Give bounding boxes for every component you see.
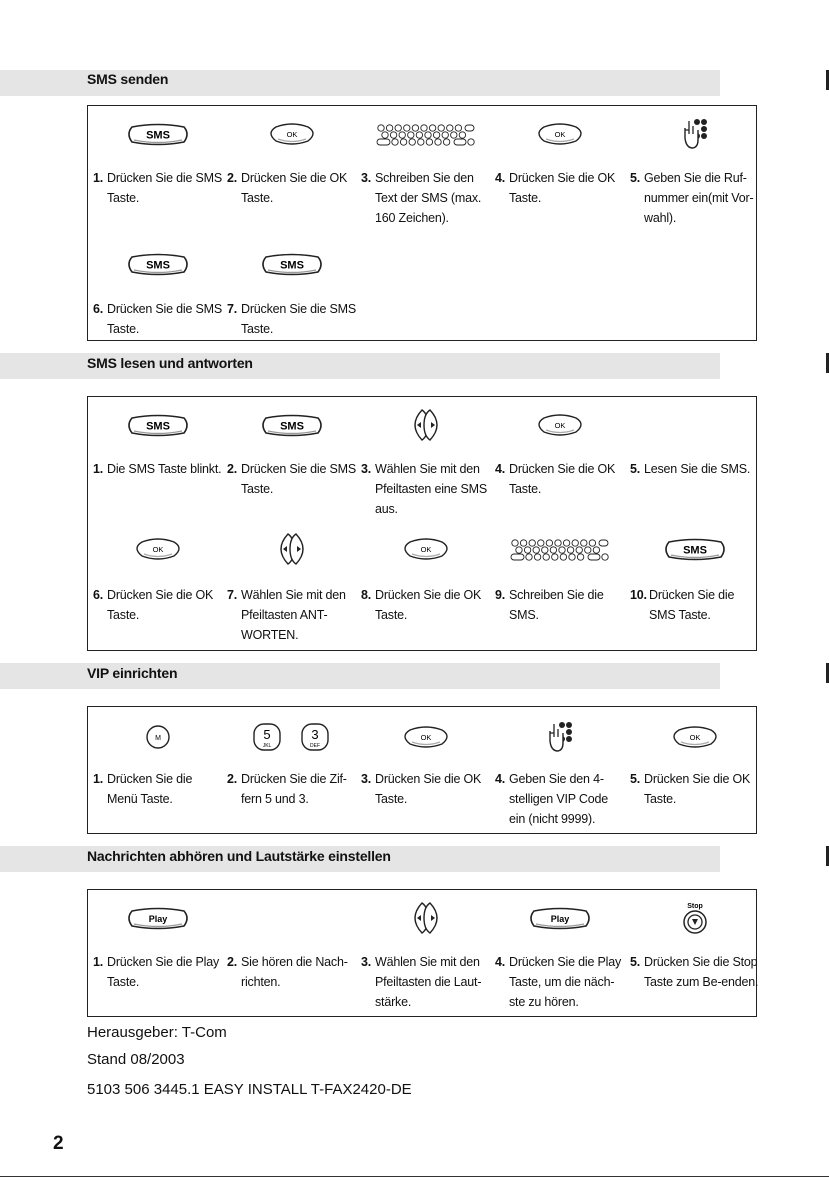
svg-text:5: 5 bbox=[263, 727, 271, 742]
sms-key-icon bbox=[93, 405, 223, 445]
svg-text:SMS: SMS bbox=[280, 420, 304, 432]
step-2-8 bbox=[361, 585, 493, 625]
step-3-4 bbox=[495, 769, 627, 829]
step-text: Drücken Sie die OK Taste. bbox=[509, 462, 616, 496]
step-text: Wählen Sie mit den Pfeiltasten eine SMS aus. bbox=[375, 462, 488, 516]
svg-text:OK: OK bbox=[286, 130, 298, 139]
page-number: 2 bbox=[53, 1133, 64, 1154]
section-title-3: VIP einrichten bbox=[87, 665, 178, 681]
step-number: 1. bbox=[93, 955, 104, 969]
step-text: Schreiben Sie den Text der SMS (max. 160 Zeichen). bbox=[375, 171, 482, 225]
step-number: 1. bbox=[93, 171, 104, 185]
step-number: 3. bbox=[361, 772, 372, 786]
ok-key-icon bbox=[495, 114, 625, 154]
section-title-2: SMS lesen und antworten bbox=[87, 355, 253, 371]
step-1-7 bbox=[227, 299, 359, 339]
arrow-keys-icon bbox=[361, 898, 491, 938]
svg-text:OK: OK bbox=[420, 733, 432, 742]
play-key-icon bbox=[495, 898, 625, 938]
step-number: 6. bbox=[93, 588, 104, 602]
ok-key-icon bbox=[630, 717, 760, 757]
step-2-6 bbox=[93, 585, 225, 625]
play-key-icon bbox=[93, 898, 223, 938]
step-text: Drücken Sie die OK Taste. bbox=[241, 171, 348, 205]
step-text: Drücken Sie die SMS Taste. bbox=[649, 588, 735, 622]
step-text: Drücken Sie die SMS Taste. bbox=[241, 302, 356, 336]
step-number: 5. bbox=[630, 772, 641, 786]
svg-text:Play: Play bbox=[148, 913, 168, 924]
step-text: Wählen Sie mit den Pfeiltasten die Laut-stärke. bbox=[375, 955, 482, 1009]
steps-box-1 bbox=[87, 105, 757, 341]
publisher-line: Herausgeber: T-Com bbox=[87, 1024, 227, 1041]
step-number: 8. bbox=[361, 588, 372, 602]
svg-text:3: 3 bbox=[311, 727, 319, 742]
step-text: Drücken Sie die OK Taste. bbox=[375, 772, 482, 806]
arrow-keys-icon bbox=[361, 405, 491, 445]
step-text: Drücken Sie die Play Taste, um die näch-ste zu hören. bbox=[509, 955, 622, 1009]
svg-text:OK: OK bbox=[152, 545, 164, 554]
section-title-1: SMS senden bbox=[87, 71, 169, 87]
sms-key-icon bbox=[630, 529, 760, 569]
step-number: 7. bbox=[227, 588, 238, 602]
step-3-1 bbox=[93, 769, 225, 809]
step-4-4 bbox=[495, 952, 627, 1012]
step-text: Drücken Sie die Play Taste. bbox=[107, 955, 220, 989]
svg-text:OK: OK bbox=[420, 545, 432, 554]
sms-key-icon bbox=[93, 244, 223, 284]
keyboard-icon bbox=[495, 529, 625, 569]
step-number: 2. bbox=[227, 462, 238, 476]
step-text: Drücken Sie die Menü Taste. bbox=[107, 772, 193, 806]
step-text: Drücken Sie die SMS Taste. bbox=[107, 302, 222, 336]
step-1-4 bbox=[495, 168, 627, 208]
step-3-3 bbox=[361, 769, 493, 809]
menu-key-icon bbox=[93, 717, 223, 757]
step-1-6 bbox=[93, 299, 225, 339]
svg-text:Play: Play bbox=[550, 913, 570, 924]
step-2-2 bbox=[227, 459, 359, 499]
step-number: 4. bbox=[495, 955, 506, 969]
step-number: 5. bbox=[630, 955, 641, 969]
step-text: Schreiben Sie die SMS. bbox=[509, 588, 604, 622]
steps-box-4 bbox=[87, 889, 757, 1017]
svg-text:SMS: SMS bbox=[146, 259, 170, 271]
step-2-9 bbox=[495, 585, 627, 625]
step-1-3 bbox=[361, 168, 493, 228]
digit-keys-icon bbox=[227, 717, 357, 757]
step-1-2 bbox=[227, 168, 359, 208]
step-number: 3. bbox=[361, 955, 372, 969]
step-text: Drücken Sie die Stop Taste zum Be-enden. bbox=[644, 955, 759, 989]
svg-text:JKL: JKL bbox=[262, 743, 272, 749]
step-1-1 bbox=[93, 168, 225, 208]
sms-key-icon bbox=[93, 114, 223, 154]
step-text: Wählen Sie mit den Pfeiltasten ANT-WORTEN. bbox=[241, 588, 346, 642]
steps-box-2 bbox=[87, 396, 757, 651]
step-number: 1. bbox=[93, 772, 104, 786]
ok-key-icon bbox=[495, 405, 625, 445]
step-4-3 bbox=[361, 952, 493, 1012]
ok-key-icon bbox=[361, 717, 491, 757]
step-3-5 bbox=[630, 769, 762, 809]
step-number: 3. bbox=[361, 171, 372, 185]
keypad-hand-icon bbox=[495, 717, 625, 757]
step-number: 6. bbox=[93, 302, 104, 316]
svg-text:DEF: DEF bbox=[310, 743, 320, 749]
step-text: Geben Sie den 4-stelligen VIP Code ein (nicht 9999). bbox=[509, 772, 609, 826]
step-text: Drücken Sie die SMS Taste. bbox=[241, 462, 356, 496]
step-number: 2. bbox=[227, 955, 238, 969]
step-text: Drücken Sie die SMS Taste. bbox=[107, 171, 222, 205]
step-number: 4. bbox=[495, 171, 506, 185]
step-text: Drücken Sie die OK Taste. bbox=[509, 171, 616, 205]
step-number: 9. bbox=[495, 588, 506, 602]
step-2-5 bbox=[630, 459, 762, 479]
step-number: 4. bbox=[495, 462, 506, 476]
section-title-4: Nachrichten abhören und Lautstärke einstellen bbox=[87, 848, 391, 864]
bottom-rule bbox=[0, 1176, 829, 1177]
svg-text:Stop: Stop bbox=[687, 903, 703, 910]
step-number: 3. bbox=[361, 462, 372, 476]
step-text: Geben Sie die Ruf-nummer ein(mit Vor-wahl). bbox=[644, 171, 754, 225]
document-id: 5103 506 3445.1 EASY INSTALL T-FAX2420-DE bbox=[87, 1081, 412, 1098]
step-number: 5. bbox=[630, 462, 641, 476]
sms-key-icon bbox=[227, 405, 357, 445]
svg-text:SMS: SMS bbox=[280, 259, 304, 271]
step-2-10 bbox=[630, 585, 762, 625]
ok-key-icon bbox=[361, 529, 491, 569]
step-3-2 bbox=[227, 769, 359, 809]
svg-text:OK: OK bbox=[554, 421, 566, 430]
step-1-5 bbox=[630, 168, 762, 228]
step-4-2 bbox=[227, 952, 359, 992]
step-2-3 bbox=[361, 459, 493, 519]
step-2-7 bbox=[227, 585, 359, 645]
svg-text:M: M bbox=[155, 735, 161, 742]
svg-text:OK: OK bbox=[689, 733, 701, 742]
step-text: Drücken Sie die Zif-fern 5 und 3. bbox=[241, 772, 347, 806]
ok-key-icon bbox=[227, 114, 357, 154]
step-2-1 bbox=[93, 459, 225, 479]
keyboard-icon bbox=[361, 114, 491, 154]
sms-key-icon bbox=[227, 244, 357, 284]
step-4-5 bbox=[630, 952, 762, 992]
step-text: Sie hören die Nach-richten. bbox=[241, 955, 348, 989]
step-4-1 bbox=[93, 952, 225, 992]
step-number: 7. bbox=[227, 302, 238, 316]
step-number: 1. bbox=[93, 462, 104, 476]
svg-text:SMS: SMS bbox=[683, 544, 707, 556]
step-text: Drücken Sie die OK Taste. bbox=[644, 772, 751, 806]
step-number: 2. bbox=[227, 171, 238, 185]
ok-key-icon bbox=[93, 529, 223, 569]
keypad-hand-icon bbox=[630, 114, 760, 154]
svg-text:SMS: SMS bbox=[146, 420, 170, 432]
steps-box-3 bbox=[87, 706, 757, 834]
date-line: Stand 08/2003 bbox=[87, 1051, 185, 1068]
step-2-4 bbox=[495, 459, 627, 499]
step-text: Drücken Sie die OK Taste. bbox=[375, 588, 482, 622]
step-number: 2. bbox=[227, 772, 238, 786]
step-text: Lesen Sie die SMS. bbox=[644, 462, 751, 476]
step-number: 4. bbox=[495, 772, 506, 786]
svg-text:OK: OK bbox=[554, 130, 566, 139]
step-number: 5. bbox=[630, 171, 641, 185]
arrow-keys-icon bbox=[227, 529, 357, 569]
step-text: Die SMS Taste blinkt. bbox=[107, 462, 222, 476]
svg-text:SMS: SMS bbox=[146, 129, 170, 141]
step-text: Drücken Sie die OK Taste. bbox=[107, 588, 214, 622]
step-number: 10. bbox=[630, 588, 647, 602]
stop-key-icon bbox=[630, 898, 760, 938]
